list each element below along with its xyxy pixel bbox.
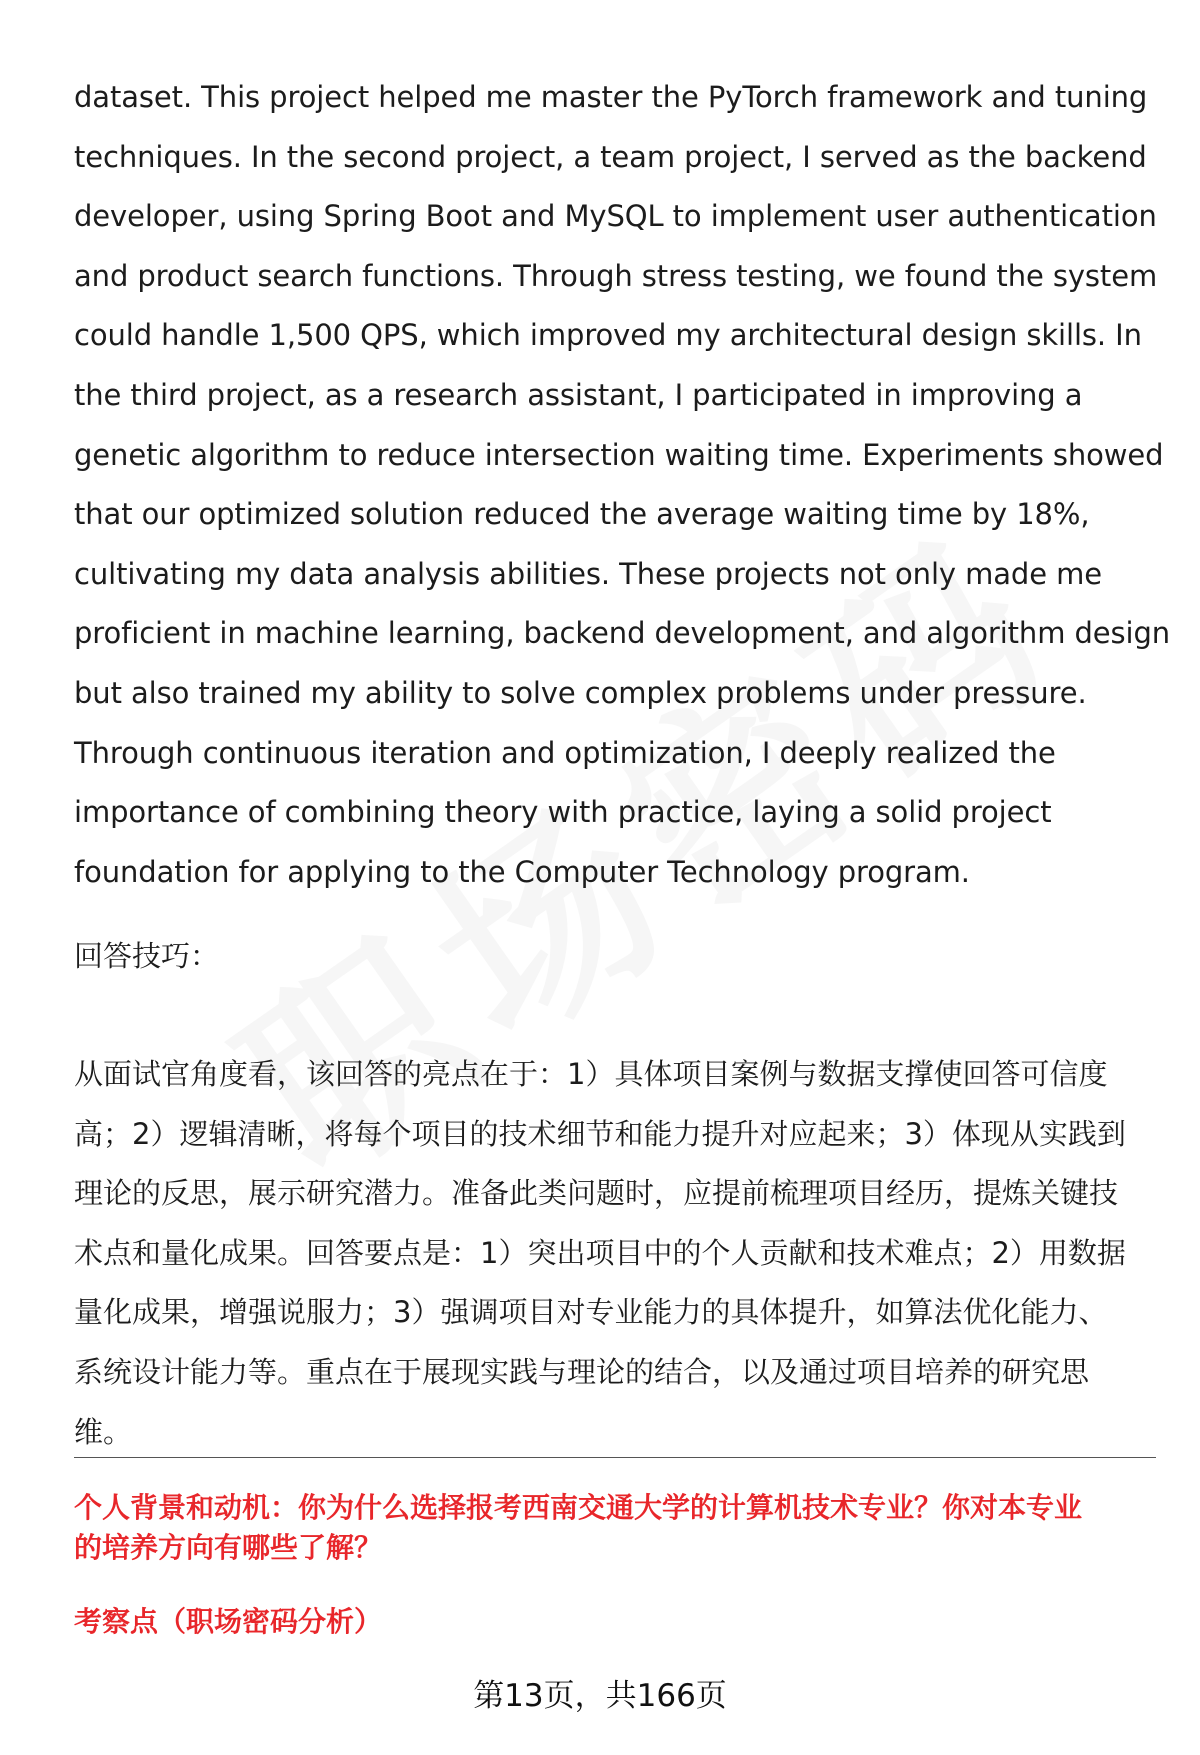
text-line: dataset. This project helped me master the PyTorch framework and tuning (74, 80, 1148, 114)
text-line: that our optimized solution reduced the average waiting time by 18%, (74, 497, 1090, 532)
text-line: 量化成果，增强说服力；3）强调项目对专业能力的具体提升，如算法优化能力、 (74, 1295, 1108, 1330)
page-content (74, 68, 1171, 1449)
text-line: and product search functions. Through stress testing, we found the system (74, 258, 1158, 293)
text-line: 系统设计能力等。重点在于展现实践与理论的结合，以及通过项目培养的研究思 (74, 1354, 1090, 1389)
tips-title: 回答技巧： (74, 939, 220, 973)
heading-line: 的培养方向有哪些了解？ (74, 1531, 383, 1564)
text-line: 维。 (74, 1414, 133, 1449)
text-line: developer, using Spring Boot and MySQL to implement user authentication (74, 199, 1157, 234)
text-line: the third project, as a research assistant, I participated in improving a (74, 377, 1083, 412)
text-line: 高；2）逻辑清晰，将每个项目的技术细节和能力提升对应起来；3）体现从实践到 (74, 1116, 1126, 1151)
text-line: Through continuous iteration and optimization, I deeply realized the (74, 735, 1056, 770)
page-number: 第13页，共166页 (473, 1678, 727, 1714)
text-line: 理论的反思，展示研究潜力。准备此类问题时，应提前梳理项目经历，提炼关键技 (74, 1176, 1119, 1211)
tips-paragraph (74, 1054, 1156, 1471)
question-heading (74, 1488, 1164, 1568)
english-answer-paragraph (74, 68, 1171, 902)
text-line: proficient in machine learning, backend development, and algorithm design (74, 616, 1171, 651)
text-line: cultivating my data analysis abilities. These projects not only made me (74, 556, 1102, 591)
analysis-subheading: 考察点（职场密码分析） (74, 1605, 383, 1638)
text-line: techniques. In the second project, a team project, I served as the backend (74, 139, 1147, 174)
text-line: but also trained my ability to solve complex problems under pressure. (74, 675, 1087, 710)
text-line: genetic algorithm to reduce intersection waiting time. Experiments showed (74, 437, 1164, 472)
text-line: could handle 1,500 QPS, which improved my architectural design skills. In (74, 318, 1142, 353)
heading-line: 个人背景和动机：你为什么选择报考西南交通大学的计算机技术专业？你对本专业 (74, 1491, 1083, 1524)
section-divider (74, 1457, 1156, 1458)
text-line: importance of combining theory with practice, laying a solid project (74, 795, 1052, 830)
text-line: foundation for applying to the Computer Technology program. (74, 854, 970, 889)
text-line: 从面试官角度看，该回答的亮点在于：1）具体项目案例与数据支撑使回答可信度 (74, 1057, 1108, 1091)
text-line: 术点和量化成果。回答要点是：1）突出项目中的个人贡献和技术难点；2）用数据 (74, 1235, 1126, 1270)
